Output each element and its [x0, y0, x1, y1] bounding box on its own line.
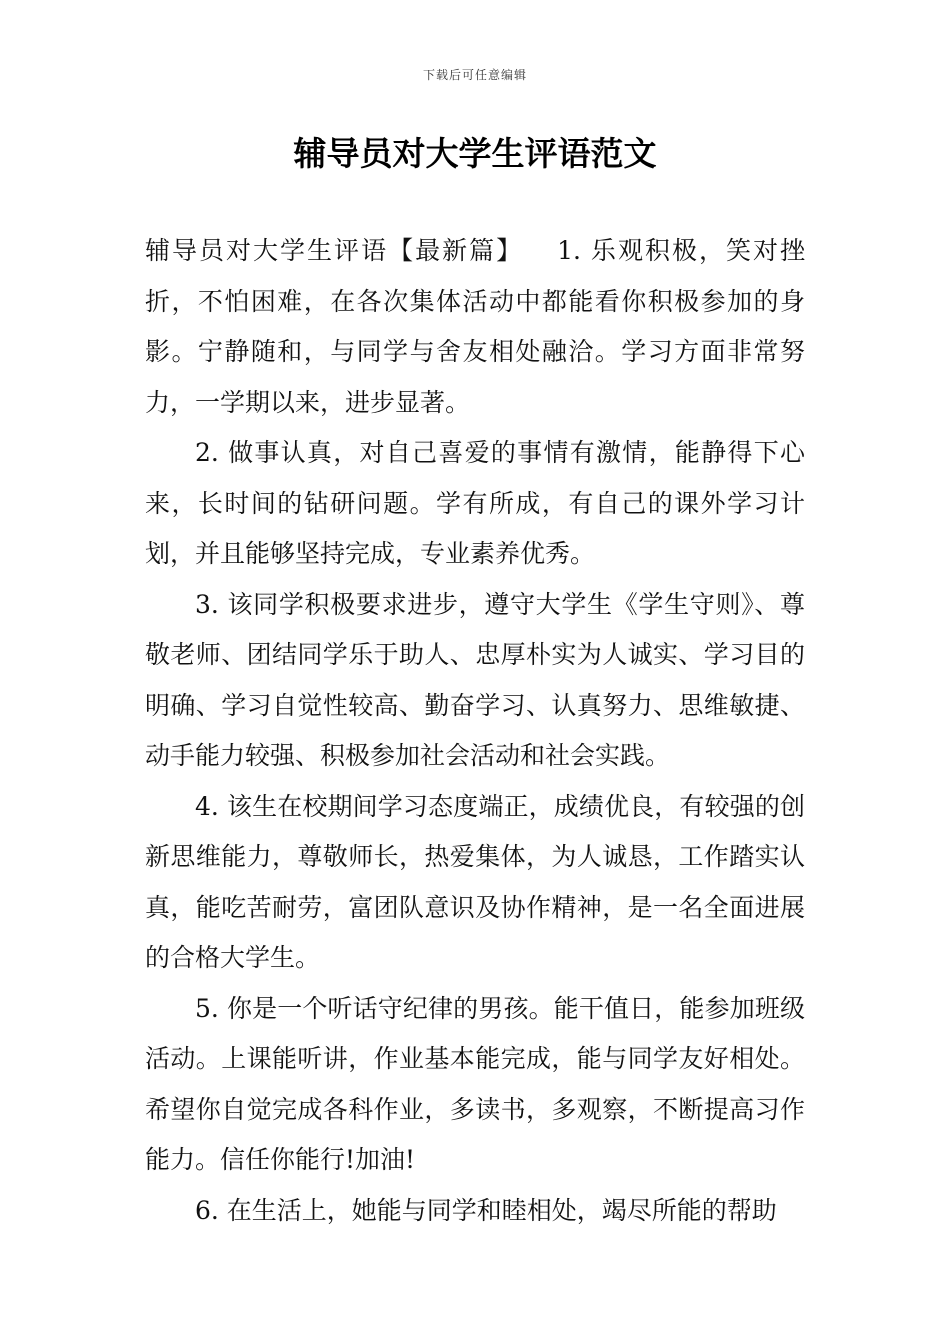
document-title: 辅导员对大学生评语范文: [293, 134, 657, 173]
paragraph-4: 4. 该生在校期间学习态度端正，成绩优良，有较强的创新思维能力，尊敬师长，热爱集体，为人诚恳，工作踏实认真，能吃苦耐劳，富团队意识及协作精神，是一名全面进展的合格大学生。: [145, 791, 805, 972]
intro-label: 辅导员对大学生评语【最新篇】: [145, 236, 524, 265]
header-note: 下载后可任意编辑: [422, 68, 527, 82]
paragraph-2: 2. 做事认真，对自己喜爱的事情有激情，能静得下心来，长时间的钻研问题。学有所成，有自己的课外学习计划，并且能够坚持完成，专业素养优秀。: [145, 438, 805, 568]
document-body: [145, 226, 805, 1236]
paragraph-1-text: 1. 乐观积极，笑对挫折，不怕困难，在各次集体活动中都能看你积极参加的身影。宁静随和，与同学与舍友相处融洽。学习方面非常努力，一学期以来，进步显著。: [145, 236, 805, 417]
paragraph-1: [145, 226, 805, 428]
paragraph-5: 5. 你是一个听话守纪律的男孩。能干值日，能参加班级活动。上课能听讲，作业基本能完成，能与同学友好相处。希望你自觉完成各科作业，多读书，多观察，不断提高习作能力。信任你能行!加油!: [145, 993, 805, 1174]
paragraph-6: 6. 在生活上，她能与同学和睦相处，竭尽所能的帮助: [195, 1195, 777, 1225]
paragraph-3: 3. 该同学积极要求进步，遵守大学生《学生守则》、尊敬老师、团结同学乐于助人、忠厚朴实为人诚实、学习目的明确、学习自觉性较高、勤奋学习、认真努力、思维敏捷、动手能力较强、积极参加社会活动和社会实践。: [145, 589, 805, 770]
